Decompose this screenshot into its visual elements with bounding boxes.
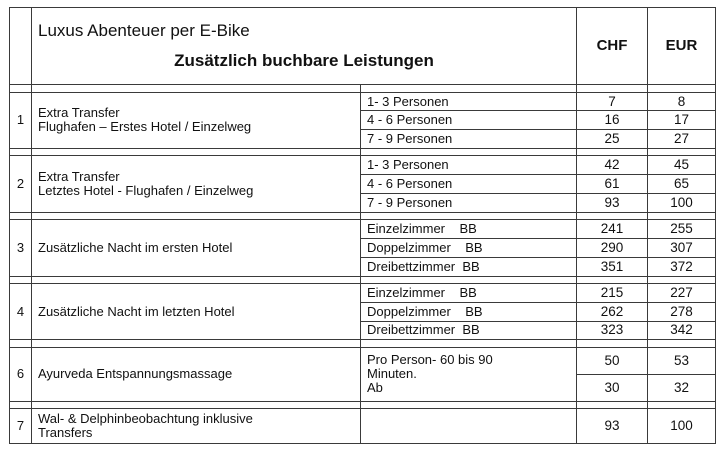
option-label: Dreibettzimmer BB — [361, 257, 577, 276]
row-number: 7 — [10, 409, 32, 444]
price-eur: 307 — [648, 238, 716, 257]
price-chf: 241 — [577, 220, 648, 239]
header-index-cell — [10, 8, 32, 85]
row-number: 6 — [10, 347, 32, 401]
price-eur: 32 — [648, 374, 716, 401]
table-row — [10, 283, 716, 302]
price-eur: 278 — [648, 302, 716, 321]
header-title-cell — [32, 8, 577, 85]
service-title-line: Wal- & Delphinbeobachtung inklusive — [38, 411, 253, 427]
option-line: Ab — [367, 380, 383, 396]
option-label: Einzelzimmer BB — [361, 220, 577, 239]
service-title-line: Flughafen – Erstes Hotel / Einzelweg — [38, 119, 252, 135]
price-eur: 53 — [648, 347, 716, 374]
option-label: 4 - 6 Personen — [361, 175, 577, 194]
row-number: 1 — [10, 92, 32, 148]
price-eur: 255 — [648, 220, 716, 239]
option-label: Einzelzimmer BB — [361, 283, 577, 302]
price-eur: 17 — [648, 111, 716, 130]
table-row — [10, 92, 716, 111]
price-chf: 30 — [577, 374, 648, 401]
document-subtitle: Zusätzlich buchbare Leistungen — [174, 51, 434, 71]
option-label: 1- 3 Personen — [361, 156, 577, 175]
option-line: Minuten. — [367, 366, 417, 382]
column-header-chf: CHF — [577, 8, 648, 85]
separator-row — [10, 85, 716, 92]
option-label: Doppelzimmer BB — [361, 302, 577, 321]
price-eur: 65 — [648, 175, 716, 194]
separator-row — [10, 212, 716, 219]
service-description — [32, 220, 361, 276]
price-table — [9, 7, 716, 444]
option-label: 7 - 9 Personen — [361, 194, 577, 213]
price-eur: 342 — [648, 321, 716, 340]
price-chf: 351 — [577, 257, 648, 276]
price-chf: 93 — [577, 409, 648, 444]
service-description — [32, 156, 361, 212]
price-eur: 372 — [648, 257, 716, 276]
price-chf: 93 — [577, 194, 648, 213]
header-row — [10, 8, 716, 85]
price-chf: 262 — [577, 302, 648, 321]
price-chf: 290 — [577, 238, 648, 257]
price-chf: 215 — [577, 283, 648, 302]
table-row — [10, 156, 716, 175]
option-label — [361, 409, 577, 444]
price-chf: 323 — [577, 321, 648, 340]
option-line: Pro Person- 60 bis 90 — [367, 352, 493, 368]
service-title-line: Zusätzliche Nacht im ersten Hotel — [38, 239, 233, 255]
service-description — [32, 409, 361, 444]
separator-row — [10, 340, 716, 347]
option-label — [361, 347, 577, 401]
service-title-line: Extra Transfer — [38, 105, 120, 121]
row-number: 4 — [10, 283, 32, 339]
price-chf: 25 — [577, 130, 648, 149]
price-eur: 45 — [648, 156, 716, 175]
option-label: 4 - 6 Personen — [361, 111, 577, 130]
document-title: Luxus Abenteuer per E-Bike — [38, 21, 250, 41]
service-title-line: Ayurveda Entspannungsmassage — [38, 366, 233, 382]
option-label: Doppelzimmer BB — [361, 238, 577, 257]
row-number: 3 — [10, 220, 32, 276]
service-title-line: Zusätzliche Nacht im letzten Hotel — [38, 303, 235, 319]
option-label: 7 - 9 Personen — [361, 130, 577, 149]
separator-row — [10, 149, 716, 156]
separator-row — [10, 402, 716, 409]
service-title-line: Extra Transfer — [38, 169, 120, 185]
table-row — [10, 347, 716, 374]
table-row — [10, 409, 716, 444]
row-number: 2 — [10, 156, 32, 212]
price-chf: 61 — [577, 175, 648, 194]
price-eur: 227 — [648, 283, 716, 302]
price-eur: 100 — [648, 409, 716, 444]
price-chf: 16 — [577, 111, 648, 130]
price-eur: 100 — [648, 194, 716, 213]
price-chf: 42 — [577, 156, 648, 175]
price-chf: 50 — [577, 347, 648, 374]
price-eur: 8 — [648, 92, 716, 111]
service-description — [32, 347, 361, 401]
separator-row — [10, 276, 716, 283]
service-title-line: Letztes Hotel - Flughafen / Einzelweg — [38, 183, 254, 199]
option-label: 1- 3 Personen — [361, 92, 577, 111]
price-eur: 27 — [648, 130, 716, 149]
column-header-eur: EUR — [648, 8, 716, 85]
service-description — [32, 283, 361, 339]
service-title-line: Transfers — [38, 425, 93, 441]
service-description — [32, 92, 361, 148]
table-row — [10, 220, 716, 239]
price-chf: 7 — [577, 92, 648, 111]
option-label: Dreibettzimmer BB — [361, 321, 577, 340]
